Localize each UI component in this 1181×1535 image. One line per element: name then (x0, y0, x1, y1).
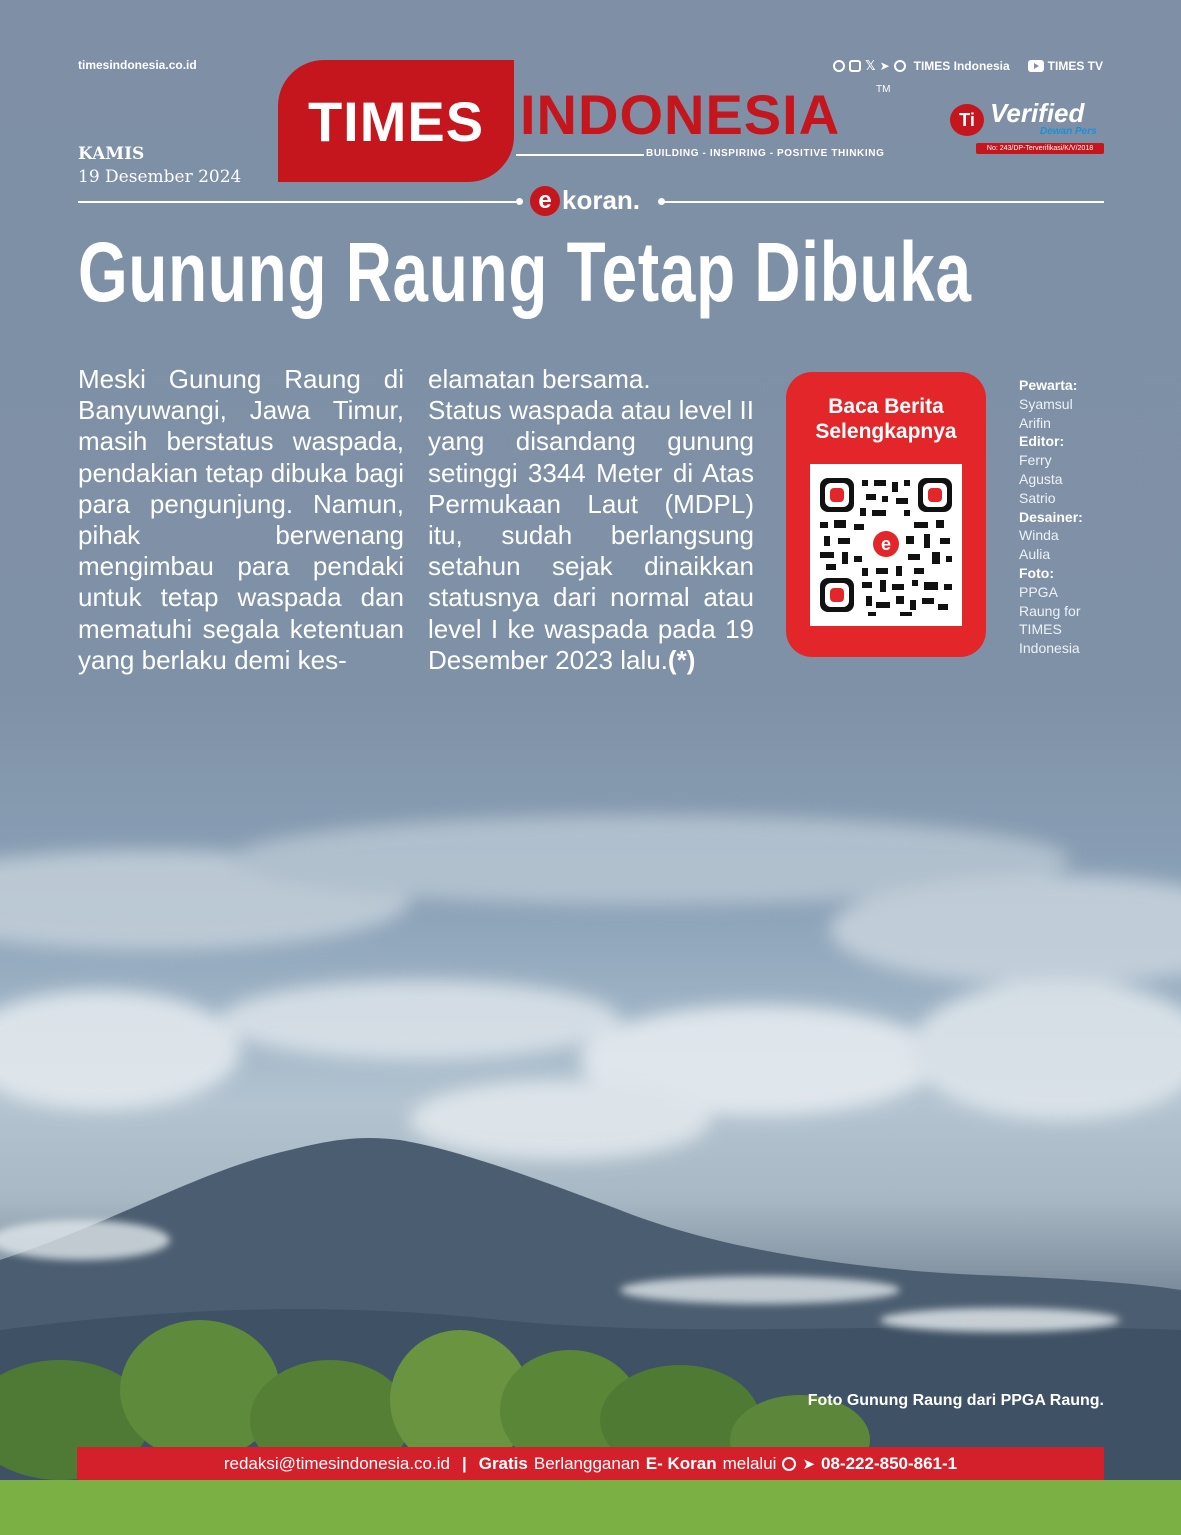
telegram-icon[interactable]: ➤ (802, 1455, 816, 1473)
photo-caption: Foto Gunung Raung dari PPGA Raung. (807, 1392, 1104, 1409)
reporter-label: Pewarta: (1019, 377, 1078, 393)
social-links (833, 58, 1103, 74)
editor-label: Editor: (1019, 433, 1065, 450)
photo-label: Foto: (1019, 564, 1054, 581)
social-handle: TIMES Indonesia (913, 59, 1010, 73)
article-paragraph-2 (428, 395, 754, 676)
clouds (0, 815, 1181, 1160)
tagline-rule (516, 154, 644, 156)
footer-bar (77, 1447, 1104, 1480)
logo-indonesia: INDONESIA (520, 83, 841, 146)
headline: Gunung Raung Tetap Dibuka (78, 225, 972, 319)
article-paragraph-text: Status waspada atau level II yang disandang gunung setinggi 3344 Meter di Atas Permukaan Laut (MDPL) itu, sudah berlangsung setahun sejak dinaikkan statusnya dari normal atau level I ke waspada pada 19 Desember 2023 lalu. (428, 395, 754, 675)
qr-code-frame[interactable] (810, 464, 962, 626)
qr-title-line-1: Baca Berita (828, 395, 944, 418)
rice-field (0, 1480, 1181, 1535)
whatsapp-icon[interactable] (782, 1457, 796, 1471)
credits (1019, 376, 1099, 658)
ekoran-e-icon: e (530, 186, 560, 216)
footer-ekoran: E- Koran (645, 1453, 717, 1473)
verified-text: Verified (990, 98, 1085, 128)
qr-title-line-2: Selengkapnya (815, 420, 957, 443)
ekoran-label: koran. (562, 185, 641, 215)
qr-code[interactable] (810, 464, 962, 626)
x-icon[interactable]: 𝕏 (865, 58, 876, 73)
article-end-mark: (*) (667, 644, 696, 675)
edition-date: 19 Desember 2024 (78, 167, 242, 187)
footer-phone[interactable]: 08-222-850-861-1 (821, 1453, 958, 1473)
footer-separator: | (461, 1453, 467, 1473)
header-rule-left (78, 201, 522, 203)
article-continuation: elamatan bersama. (428, 364, 651, 394)
editor-name: Ferry Agusta Satrio (1019, 452, 1063, 506)
header-rule-right (662, 201, 1104, 203)
facebook-icon[interactable] (833, 60, 845, 72)
photo-credit: PPGA Raung for TIMES Indonesia (1019, 583, 1081, 657)
tagline: BUILDING - INSPIRING - POSITIVE THINKING (646, 148, 885, 159)
reporter-name: Syamsul Arifin (1019, 395, 1073, 431)
qr-card[interactable] (786, 372, 986, 657)
telegram-icon[interactable]: ➤ (879, 59, 890, 73)
designer-name: Winda Aulia (1019, 527, 1059, 563)
tv-handle: TIMES TV (1047, 59, 1103, 73)
rule-dot-left (516, 198, 523, 205)
site-url[interactable]: timesindonesia.co.id (78, 58, 197, 72)
verified-number: No: 243/DP-Terverifikasi/K/V/2018 (976, 143, 1104, 154)
article-column-1 (78, 364, 404, 676)
footer-subscribe: Berlangganan (533, 1453, 640, 1473)
pinterest-icon[interactable] (894, 60, 906, 72)
logo-times: TIMES (278, 60, 514, 182)
qr-center-logo: e (880, 534, 892, 554)
footer-free: Gratis (478, 1453, 528, 1473)
footer-email[interactable]: redaksi@timesindonesia.co.id (223, 1453, 450, 1473)
trademark: TM (876, 84, 891, 95)
article-paragraph: Meski Gunung Raung di Banyuwangi, Jawa Timur, masih berstatus waspada, pendakian tetap dibuka bagi para pengunjung. Namun, pihak berwenang mengimbau para pendaki untuk tetap waspada dan mematuhi segala ketentuan yang berlaku demi kes- (78, 364, 404, 675)
edition-day: KAMIS (78, 144, 145, 164)
article-column-2 (428, 364, 754, 676)
youtube-icon[interactable] (1028, 60, 1044, 72)
verified-org: Dewan Pers (1040, 126, 1097, 137)
footer-via: melalui (722, 1453, 777, 1473)
instagram-icon[interactable] (849, 60, 861, 72)
qr-title (786, 394, 986, 444)
verified-badge-icon: Ti (950, 104, 984, 136)
designer-label: Desainer: (1019, 508, 1083, 525)
